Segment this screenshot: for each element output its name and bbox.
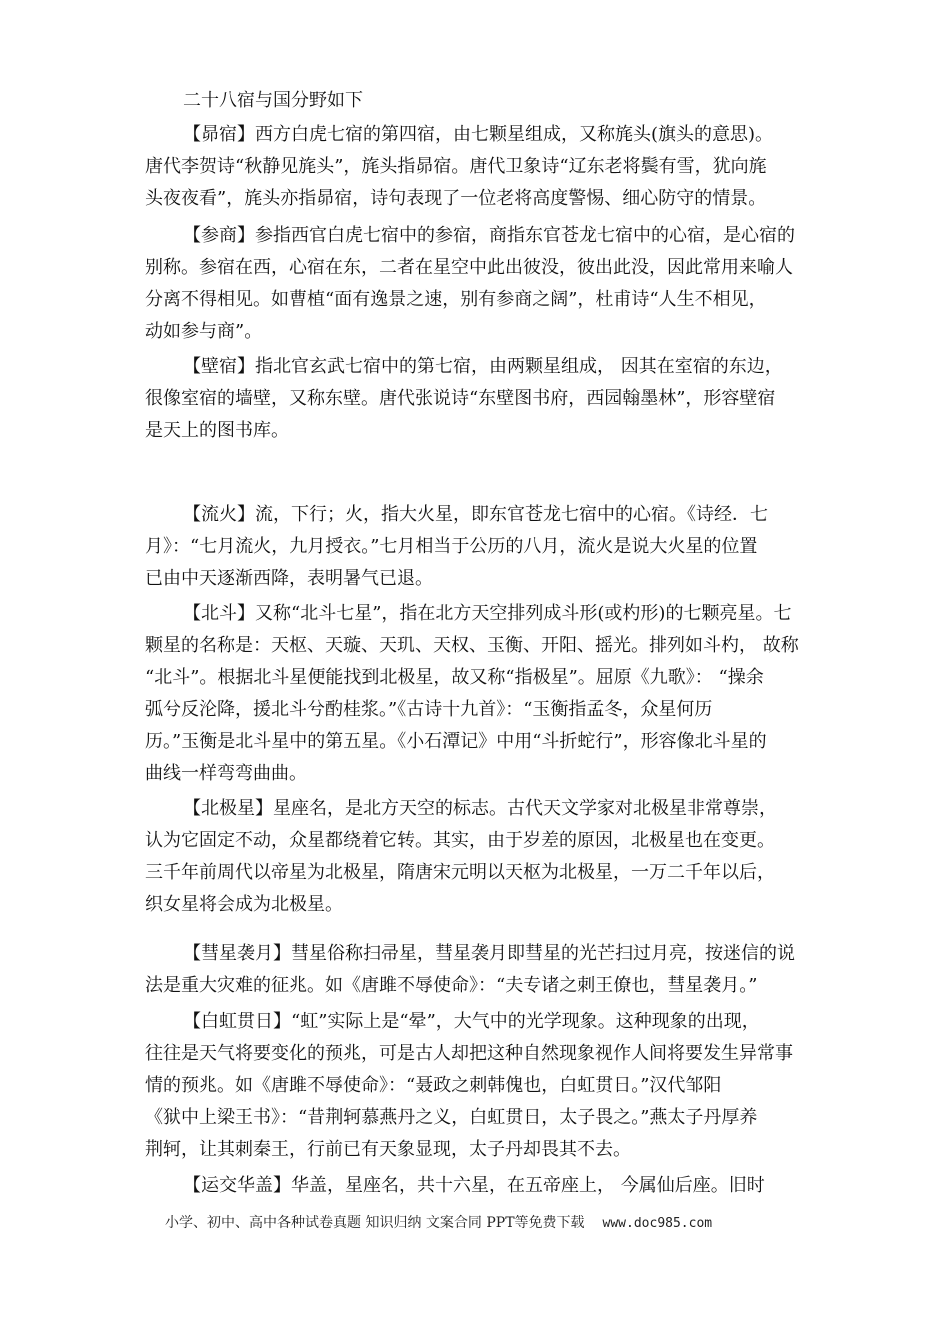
paragraph-huixing: [145, 938, 825, 1002]
paragraph-beijixing: [145, 793, 825, 921]
paragraph-line: 月》：“七月流火，九月授衣。”七月相当于公历的八月，流火是说大火星的位置: [145, 536, 758, 557]
paragraph-line: 唐代李贺诗“秋静见旄头”，旄头指昴宿。唐代卫象诗“辽东老将鬓有雪，犹向旄: [145, 156, 767, 177]
paragraph-line: 弧兮反沦降，援北斗兮酌桂浆。”《古诗十九首》：“玉衡指孟冬，众星何历: [145, 699, 713, 720]
section-heading: 二十八宿与国分野如下: [183, 90, 363, 111]
paragraph-line: 动如参与商”。: [145, 321, 263, 342]
paragraph-maoxiu: [145, 119, 825, 215]
paragraph-line: 【白虹贯日】“虹”实际上是“晕”，大气中的光学现象。这种现象的出现，: [183, 1011, 760, 1032]
paragraph-line: 【彗星袭月】彗星俗称扫帚星，彗星袭月即彗星的光芒扫过月亮，按迷信的说: [183, 943, 795, 964]
paragraph-line: “北斗”。根据北斗星便能找到北极星，故又称“指极星”。屈原《九歌》： “操余: [145, 667, 764, 688]
paragraph-line: 情的预兆。如《唐雎不辱使命》：“聂政之刺韩傀也，白虹贯日。”汉代邹阳: [145, 1075, 722, 1096]
paragraph-line: 【北斗】又称“北斗七星”，指在北方天空排列成斗形(或杓形)的七颗亮星。七: [183, 603, 792, 624]
paragraph-line: 法是重大灾难的征兆。如《唐雎不辱使命》：“夫专诸之刺王僚也，彗星袭月。”: [145, 975, 758, 996]
paragraph-yunjiao: [145, 1170, 825, 1202]
paragraph-line: 【参商】参指西官白虎七宿中的参宿，商指东官苍龙七宿中的心宿，是心宿的: [183, 225, 795, 246]
paragraph-line: 曲线一样弯弯曲曲。: [145, 763, 307, 784]
paragraph-line: 颗星的名称是：天枢、天璇、天玑、天权、玉衡、开阳、摇光。排列如斗杓， 故称: [145, 635, 799, 656]
paragraph-liuhuo: [145, 499, 825, 595]
footer-text: 小学、初中、高中各种试卷真题 知识归纳 文案合同 PPT等免费下载: [165, 1215, 585, 1231]
paragraph-line: 往往是天气将要变化的预兆，可是古人却把这种自然现象视作人间将要发生异常事: [145, 1043, 793, 1064]
paragraph-line: 别称。参宿在西，心宿在东，二者在星空中此出彼没，彼出此没，因此常用来喻人: [145, 257, 793, 278]
paragraph-line: 【流火】流，下行；火，指大火星，即东官苍龙七宿中的心宿。《诗经．七: [183, 504, 768, 525]
paragraph-line: 历。”玉衡是北斗星中的第五星。《小石潭记》中用“斗折蛇行”，形容像北斗星的: [145, 731, 767, 752]
paragraph-line: 【北极星】星座名，是北方天空的标志。古代天文学家对北极星非常尊崇，: [183, 798, 777, 819]
page-footer: [165, 1214, 712, 1233]
paragraph-line: 头夜夜看”，旄头亦指昴宿，诗句表现了一位老将高度警惕、细心防守的情景。: [145, 188, 767, 209]
paragraph-line: 织女星将会成为北极星。: [145, 894, 343, 915]
paragraph-baihong: [145, 1006, 825, 1166]
paragraph-beidou: [145, 598, 825, 790]
paragraph-line: 很像室宿的墙壁，又称东壁。唐代张说诗“东壁图书府，西园翰墨林”，形容壁宿: [145, 388, 776, 409]
paragraph-line: 【昴宿】西方白虎七宿的第四宿，由七颗星组成，又称旄头(旗头的意思)。: [183, 124, 774, 145]
paragraph-shenshang: [145, 220, 825, 348]
paragraph-bixiu: [145, 351, 825, 447]
paragraph-line: 荆轲，让其刺秦王，行前已有天象显现，太子丹却畏其不去。: [145, 1139, 631, 1160]
paragraph-line: 三千年前周代以帝星为北极星，隋唐宋元明以天枢为北极星，一万二千年以后，: [145, 862, 775, 883]
paragraph-line: 认为它固定不动，众星都绕着它转。其实，由于岁差的原因，北极星也在变更。: [145, 830, 775, 851]
paragraph-line: 《狱中上梁王书》：“昔荆轲慕燕丹之义，白虹贯日，太子畏之。”燕太子丹厚养: [145, 1107, 758, 1128]
footer-url-link[interactable]: www.doc985.com: [602, 1216, 713, 1231]
paragraph-line: 是天上的图书库。: [145, 420, 289, 441]
paragraph-line: 已由中天逐渐西降，表明暑气已退。: [145, 568, 433, 589]
paragraph-line: 【壁宿】指北官玄武七宿中的第七宿，由两颗星组成， 因其在室宿的东边，: [183, 356, 783, 377]
paragraph-line: 分离不得相见。如曹植“面有逸景之速，别有参商之阔”，杜甫诗“人生不相见，: [145, 289, 767, 310]
paragraph-line: 【运交华盖】华盖，星座名，共十六星，在五帝座上， 今属仙后座。旧时: [183, 1175, 765, 1196]
